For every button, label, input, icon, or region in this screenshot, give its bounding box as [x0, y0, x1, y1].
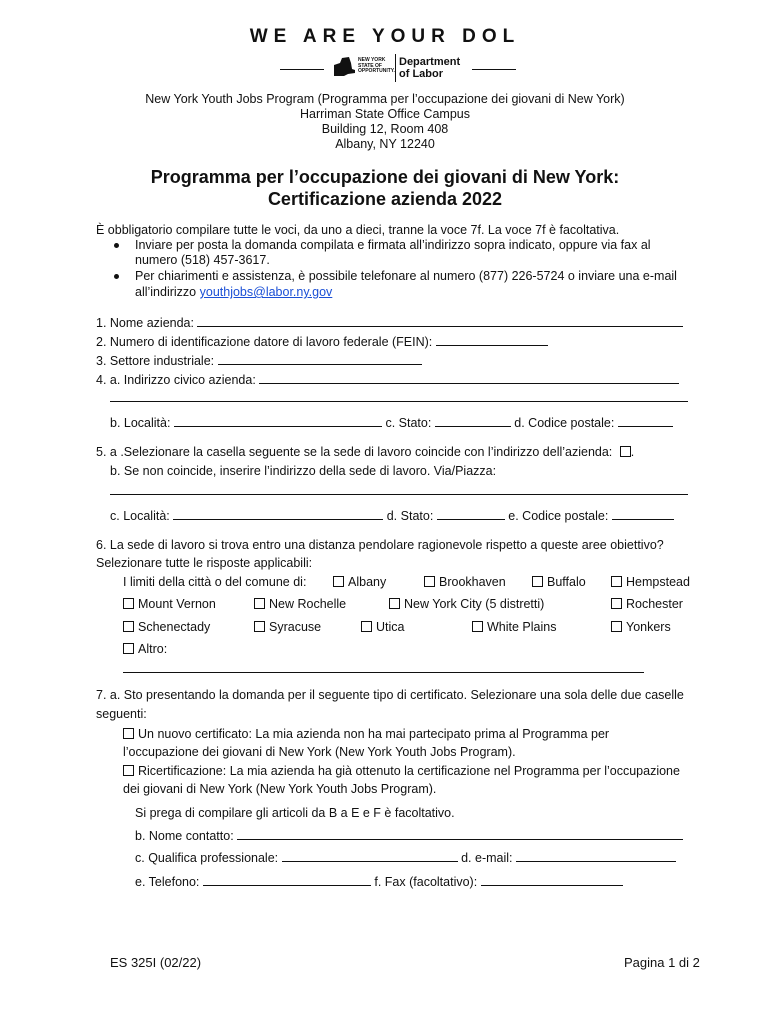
- worksite-address-label: b. Se non coincide, inserire l’indirizzo della sede di lavoro. Via/Piazza:: [110, 464, 497, 478]
- worksite-state-label: d. Stato:: [386, 509, 434, 523]
- q6-instruction: Selezionare tutte le risposte applicabili:: [96, 556, 313, 570]
- option-new-york-city[interactable]: [389, 597, 544, 611]
- recertification-label-cont: dei giovani di New York (New York Youth Jobs Program).: [123, 782, 437, 796]
- address-line: Albany, NY 12240: [335, 137, 435, 151]
- logo-department: Department of Labor: [399, 56, 461, 80]
- worksite-zip-input[interactable]: [612, 508, 674, 520]
- field-worksite-same: [96, 445, 634, 459]
- bullet: [114, 274, 119, 279]
- intro-bullet-2b-text: all’indirizzo: [135, 285, 197, 299]
- option-label: Mount Vernon: [138, 597, 216, 611]
- buffalo-checkbox[interactable]: [532, 576, 543, 587]
- option-label: Albany: [348, 575, 387, 589]
- option-utica[interactable]: [361, 620, 404, 634]
- new-rochelle-checkbox[interactable]: [254, 598, 265, 609]
- option-label: Syracuse: [269, 620, 322, 634]
- address-line: Building 12, Room 408: [321, 122, 449, 136]
- option-label: Yonkers: [626, 620, 671, 634]
- worksite-street-input[interactable]: [110, 494, 688, 495]
- option-syracuse[interactable]: [254, 620, 321, 634]
- yonkers-checkbox[interactable]: [611, 621, 622, 632]
- dol-logo: [280, 54, 516, 84]
- syracuse-checkbox[interactable]: [254, 621, 265, 632]
- option-label: Hempstead: [626, 575, 690, 589]
- fax-input[interactable]: [481, 874, 623, 886]
- white-plains-checkbox[interactable]: [472, 621, 483, 632]
- contact-name-label: b. Nome contatto:: [135, 829, 234, 843]
- option-yonkers[interactable]: [611, 620, 671, 634]
- company-name-input[interactable]: [197, 315, 683, 327]
- intro-bullet-2b: [135, 285, 332, 299]
- q6-question: 6. La sede di lavoro si trova entro una distanza pendolare ragionevole rispetto a queste aree obiettivo?: [96, 538, 664, 552]
- field-company-name: [96, 315, 683, 330]
- option-other[interactable]: [123, 642, 167, 656]
- option-new-certificate[interactable]: [123, 727, 609, 741]
- page-number: Pagina 1 di 2: [624, 955, 700, 970]
- fein-input[interactable]: [436, 334, 548, 346]
- option-label: Schenectady: [138, 620, 211, 634]
- worksite-same-label: 5. a .Selezionare la casella seguente se la sede di lavoro coincide con l’indirizzo dell’azienda:: [96, 445, 613, 459]
- worksite-same-period: .: [630, 445, 635, 459]
- option-hempstead[interactable]: [611, 575, 690, 589]
- field-industry: [96, 353, 422, 368]
- new-certificate-checkbox[interactable]: [123, 728, 134, 739]
- program-address: [0, 92, 770, 152]
- email-label: d. e-mail:: [461, 851, 513, 865]
- field-street-address: [96, 372, 679, 387]
- worksite-city-input[interactable]: [173, 508, 383, 520]
- street-address-input[interactable]: [259, 372, 679, 384]
- q7-question: 7. a. Sto presentando la domanda per il seguente tipo di certificato. Selezionare una sola delle due caselle: [96, 688, 684, 702]
- albany-checkbox[interactable]: [333, 576, 344, 587]
- worksite-zip-label: e. Codice postale:: [508, 509, 609, 523]
- industry-label: 3. Settore industriale:: [96, 354, 215, 368]
- email-input[interactable]: [516, 850, 676, 862]
- brookhaven-checkbox[interactable]: [424, 576, 435, 587]
- logo-state-text: NEW YORK STATE OF OPPORTUNITY.: [358, 57, 395, 74]
- title-line-1: Programma per l’occupazione dei giovani di New York:: [150, 167, 620, 187]
- job-title-label: c. Qualifica professionale:: [135, 851, 279, 865]
- mount-vernon-checkbox[interactable]: [123, 598, 134, 609]
- rochester-checkbox[interactable]: [611, 598, 622, 609]
- option-rochester[interactable]: [611, 597, 683, 611]
- field-worksite-city-row: [110, 508, 674, 523]
- phone-label: e. Telefono:: [135, 875, 200, 889]
- bullet: [114, 243, 119, 248]
- option-label: Rochester: [626, 597, 683, 611]
- slogan: WE ARE YOUR DOL: [249, 26, 521, 47]
- industry-input[interactable]: [218, 353, 422, 365]
- option-white-plains[interactable]: [472, 620, 556, 634]
- city-input[interactable]: [174, 415, 382, 427]
- recertification-label: Ricertificazione: La mia azienda ha già ottenuto la certificazione nel Programma per l’occupazione: [138, 764, 680, 778]
- field-phone-row: [135, 874, 623, 889]
- recertification-checkbox[interactable]: [123, 765, 134, 776]
- state-input[interactable]: [435, 415, 511, 427]
- company-name-label: 1. Nome azienda:: [96, 316, 194, 330]
- option-label: New York City (5 distretti): [404, 597, 545, 611]
- intro-required: È obbligatorio compilare tutte le voci, da uno a dieci, tranne la voce 7f. La voce 7f è facoltativa.: [96, 223, 620, 237]
- worksite-state-input[interactable]: [437, 508, 505, 520]
- address-line: New York Youth Jobs Program (Programma per l’occupazione dei giovani di New York): [145, 92, 625, 106]
- fax-label: f. Fax (facoltativo):: [374, 875, 478, 889]
- zip-input[interactable]: [618, 415, 673, 427]
- option-label: Buffalo: [547, 575, 586, 589]
- street-address-line-2[interactable]: [110, 401, 688, 402]
- schenectady-checkbox[interactable]: [123, 621, 134, 632]
- new-york-city-checkbox[interactable]: [389, 598, 400, 609]
- worksite-city-label: c. Località:: [110, 509, 170, 523]
- address-line: Harriman State Office Campus: [300, 107, 470, 121]
- option-buffalo[interactable]: [532, 575, 586, 589]
- form-id: ES 325I (02/22): [110, 955, 202, 970]
- new-certificate-label-cont: l’occupazione dei giovani di New York (New York Youth Jobs Program).: [123, 745, 516, 759]
- fein-label: 2. Numero di identificazione datore di lavoro federale (FEIN):: [96, 335, 433, 349]
- ny-state-map-icon: [330, 56, 356, 80]
- intro-bullet-2a: Per chiarimenti e assistenza, è possibile telefonare al numero (877) 226-5724 o inviare una e-mail: [135, 269, 677, 283]
- q7-note: Si prega di compilare gli articoli da B a E e F è facoltativo.: [135, 806, 455, 820]
- q6-limits-label: I limiti della città o del comune di:: [123, 575, 307, 589]
- field-city-row: [110, 415, 673, 430]
- city-label: b. Località:: [110, 416, 171, 430]
- zip-label: d. Codice postale:: [514, 416, 615, 430]
- option-schenectady[interactable]: [123, 620, 210, 634]
- hempstead-checkbox[interactable]: [611, 576, 622, 587]
- street-address-label: 4. a. Indirizzo civico azienda:: [96, 373, 256, 387]
- option-label: New Rochelle: [269, 597, 347, 611]
- field-contact-name: [135, 828, 683, 843]
- worksite-same-checkbox[interactable]: [620, 446, 631, 457]
- field-job-title-row: [135, 850, 676, 865]
- option-label: White Plains: [487, 620, 557, 634]
- intro-bullet-1b: numero (518) 457-3617.: [135, 253, 270, 267]
- job-title-input[interactable]: [282, 850, 458, 862]
- option-label: Altro:: [138, 642, 168, 656]
- other-input[interactable]: [123, 672, 644, 673]
- field-fein: [96, 334, 548, 349]
- q7-question-cont: seguenti:: [96, 707, 147, 721]
- contact-name-input[interactable]: [237, 828, 683, 840]
- state-label: c. Stato:: [385, 416, 432, 430]
- option-new-rochelle[interactable]: [254, 597, 346, 611]
- option-brookhaven[interactable]: [424, 575, 506, 589]
- option-mount-vernon[interactable]: [123, 597, 216, 611]
- other-checkbox[interactable]: [123, 643, 134, 654]
- phone-input[interactable]: [203, 874, 371, 886]
- option-albany[interactable]: [333, 575, 386, 589]
- option-recertification[interactable]: [123, 764, 680, 778]
- email-link[interactable]: youthjobs@labor.ny.gov: [199, 285, 333, 299]
- new-certificate-label: Un nuovo certificato: La mia azienda non ha mai partecipato prima al Programma per: [138, 727, 610, 741]
- intro-bullet-1a: Inviare per posta la domanda compilata e firmata all’indirizzo sopra indicato, oppure via fax al: [135, 238, 651, 252]
- utica-checkbox[interactable]: [361, 621, 372, 632]
- option-label: Brookhaven: [439, 575, 506, 589]
- option-label: Utica: [376, 620, 405, 634]
- title-line-2: Certificazione azienda 2022: [267, 189, 503, 209]
- page-title: [0, 166, 770, 210]
